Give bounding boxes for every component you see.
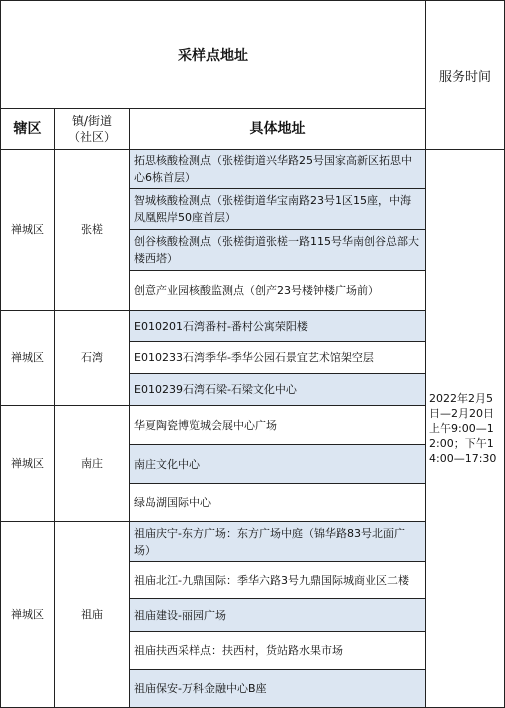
address-row: 智城核酸检测点（张槎街道华宝南路23号1区15座，中海凤凰熙岸50座首层） xyxy=(129,188,426,230)
town-cell: 祖庙 xyxy=(54,521,130,708)
town-cell: 南庄 xyxy=(54,405,130,522)
address-row: 祖庙北江-九鼎国际：季华六路3号九鼎国际城商业区二楼 xyxy=(129,561,426,599)
address-row: 祖庙建设-丽园广场 xyxy=(129,598,426,632)
district-cell: 禅城区 xyxy=(0,310,55,406)
address-row: 创谷核酸检测点（张槎街道张槎一路115号华南创谷总部大楼西塔） xyxy=(129,229,426,271)
district-cell: 禅城区 xyxy=(0,521,55,708)
district-cell: 禅城区 xyxy=(0,149,55,311)
service-time-header: 服务时间 xyxy=(425,0,505,150)
address-row: 拓思核酸检测点（张槎街道兴华路25号国家高新区拓思中心6栋首层） xyxy=(129,149,426,189)
address-row: 南庄文化中心 xyxy=(129,444,426,484)
address-row: E010201石湾番村-番村公寓荣阳楼 xyxy=(129,310,426,342)
service-time-cell xyxy=(425,149,505,708)
address-row: 创意产业园核酸监测点（创产23号楼钟楼广场前） xyxy=(129,270,426,311)
address-row: 祖庙庆宁-东方广场：东方广场中庭（锦华路83号北面广场） xyxy=(129,521,426,562)
address-row: 祖庙扶西采样点：扶西村，货站路水果市场 xyxy=(129,631,426,670)
service-time-text: 2022年2月5日—2月20日上午9:00—12:00；下午14:00—17:30 xyxy=(429,392,497,465)
town-cell: 张槎 xyxy=(54,149,130,311)
district-cell: 禅城区 xyxy=(0,405,55,522)
address-row: 祖庙保安-万科金融中心B座 xyxy=(129,669,426,708)
table-title: 采样点地址 xyxy=(0,0,426,109)
district-header: 辖区 xyxy=(0,108,55,150)
address-row: 华夏陶瓷博览城会展中心广场 xyxy=(129,405,426,445)
address-row: E010233石湾季华-季华公园石景宜艺术馆架空层 xyxy=(129,341,426,374)
town-header-text: 镇/街道（社区） xyxy=(67,114,116,144)
address-row: 绿岛湖国际中心 xyxy=(129,483,426,522)
address-row: E010239石湾石梁-石梁文化中心 xyxy=(129,373,426,406)
town-header xyxy=(54,108,130,150)
town-cell: 石湾 xyxy=(54,310,130,406)
address-header: 具体地址 xyxy=(129,108,426,150)
